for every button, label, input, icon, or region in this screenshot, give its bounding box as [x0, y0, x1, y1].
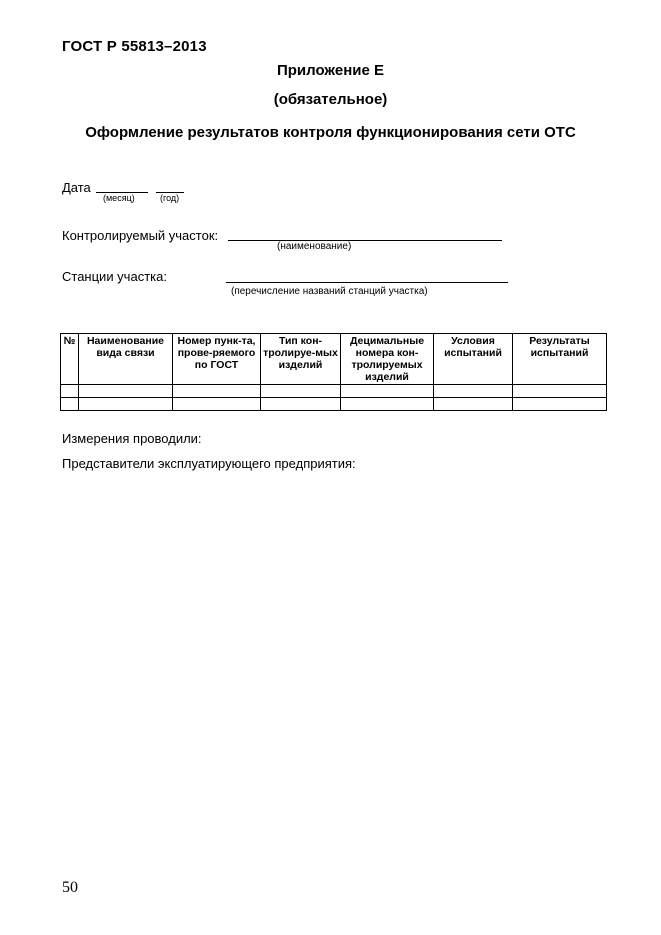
table-header-row	[61, 334, 607, 385]
stations-hint: (перечисление названий станций участка)	[231, 286, 428, 297]
table-cell	[513, 398, 607, 411]
table-cell	[79, 398, 173, 411]
table-cell	[341, 385, 434, 398]
table-cell	[434, 385, 513, 398]
header-product-type: Тип кон-тролируе-мых изделий	[261, 334, 341, 385]
measured-by-label: Измерения проводили:	[62, 431, 202, 446]
table-row	[61, 398, 607, 411]
table-cell	[513, 385, 607, 398]
table-cell	[341, 398, 434, 411]
table-cell	[61, 385, 79, 398]
results-table	[60, 333, 607, 411]
table-cell	[261, 398, 341, 411]
section-line	[228, 240, 502, 241]
header-comm-type: Наименование вида связи	[79, 334, 173, 385]
header-decimal-numbers: Децимальные номера кон-тролируемых изделий	[341, 334, 434, 385]
stations-label: Станции участка:	[62, 269, 167, 284]
table-cell	[261, 385, 341, 398]
table-row	[61, 385, 607, 398]
page-number: 50	[62, 879, 78, 896]
table-cell	[434, 398, 513, 411]
table-cell	[61, 398, 79, 411]
table-cell	[79, 385, 173, 398]
date-label: Дата	[62, 180, 91, 195]
year-hint: (год)	[160, 193, 180, 203]
table-cell	[173, 398, 261, 411]
document-code: ГОСТ Р 55813–2013	[62, 38, 207, 55]
month-hint: (месяц)	[103, 193, 135, 203]
header-number: №	[61, 334, 79, 385]
appendix-title: Приложение Е	[276, 62, 385, 79]
appendix-status: (обязательное)	[273, 91, 388, 108]
header-test-conditions: Условия испытаний	[434, 334, 513, 385]
table-cell	[173, 385, 261, 398]
page-title: Оформление результатов контроля функционирования сети ОТС	[85, 124, 576, 141]
representatives-label: Представители эксплуатирующего предприятия:	[62, 456, 356, 471]
header-test-results: Результаты испытаний	[513, 334, 607, 385]
stations-line	[226, 282, 508, 283]
section-hint: (наименование)	[277, 241, 352, 252]
section-label: Контролируемый участок:	[62, 228, 219, 243]
header-gost-item: Номер пунк-та, прове-ряемого по ГОСТ	[173, 334, 261, 385]
